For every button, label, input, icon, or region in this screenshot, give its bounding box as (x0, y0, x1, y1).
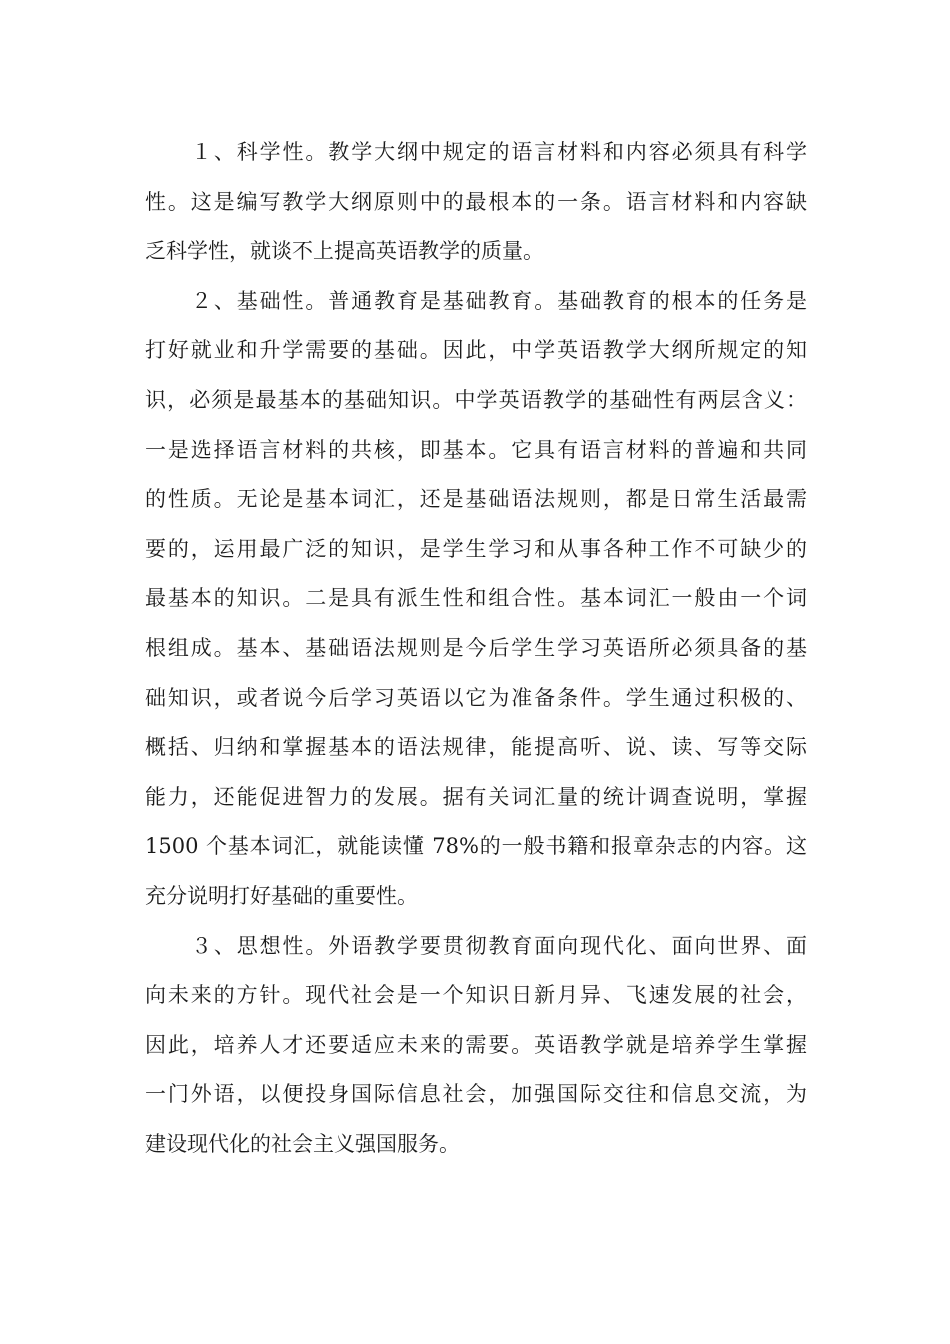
paragraph-scientific (145, 128, 807, 277)
paragraph-line: 础知识，或者说今后学习英语以它为准备条件。学生通过积极的、 (145, 685, 807, 710)
paragraph-ideological (145, 922, 807, 1170)
paragraph-line: 乏科学性，就谈不上提高英语教学的质量。 (145, 239, 544, 264)
paragraph-line: 充分说明打好基础的重要性。 (145, 883, 418, 908)
paragraph-line: 识，必须是最基本的基础知识。中学英语教学的基础性有两层含义： (145, 387, 807, 412)
paragraph-foundational (145, 277, 807, 922)
paragraph-line: １、科学性。教学大纲中规定的语言材料和内容必须具有科学 (191, 140, 807, 164)
paragraph-line: 要的，运用最广泛的知识，是学生学习和从事各种工作不可缺少的 (145, 536, 807, 561)
paragraph-line: ２、基础性。普通教育是基础教育。基础教育的根本的任务是 (191, 288, 807, 313)
paragraph-line: 因此，培养人才还要适应未来的需要。英语教学就是培养学生掌握 (145, 1032, 807, 1057)
document-body (145, 128, 807, 1169)
paragraph-line: 最基本的知识。二是具有派生性和组合性。基本词汇一般由一个词 (145, 586, 807, 611)
paragraph-line: 向未来的方针。现代社会是一个知识日新月异、飞速发展的社会， (145, 983, 807, 1008)
paragraph-line: 概括、归纳和掌握基本的语法规律，能提高听、说、读、写等交际 (145, 735, 807, 760)
paragraph-line: 的性质。无论是基本词汇，还是基础语法规则，都是日常生活最需 (145, 487, 807, 512)
paragraph-line: 一是选择语言材料的共核，即基本。它具有语言材料的普遍和共同 (145, 437, 807, 462)
paragraph-line: 1500 个基本词汇，就能读懂 78%的一般书籍和报章杂志的内容。这 (145, 834, 807, 859)
paragraph-line: 根组成。基本、基础语法规则是今后学生学习英语所必须具备的基 (145, 635, 807, 660)
paragraph-line: 能力，还能促进智力的发展。据有关词汇量的统计调查说明，掌握 (145, 784, 807, 809)
paragraph-line: 打好就业和升学需要的基础。因此，中学英语教学大纲所规定的知 (145, 338, 807, 363)
paragraph-line: 建设现代化的社会主义强国服务。 (145, 1131, 460, 1156)
paragraph-line: 一门外语，以便投身国际信息社会，加强国际交往和信息交流，为 (145, 1082, 807, 1107)
paragraph-line: ３、思想性。外语教学要贯彻教育面向现代化、面向世界、面 (191, 933, 807, 958)
paragraph-line: 性。这是编写教学大纲原则中的最根本的一条。语言材料和内容缺 (145, 189, 807, 214)
